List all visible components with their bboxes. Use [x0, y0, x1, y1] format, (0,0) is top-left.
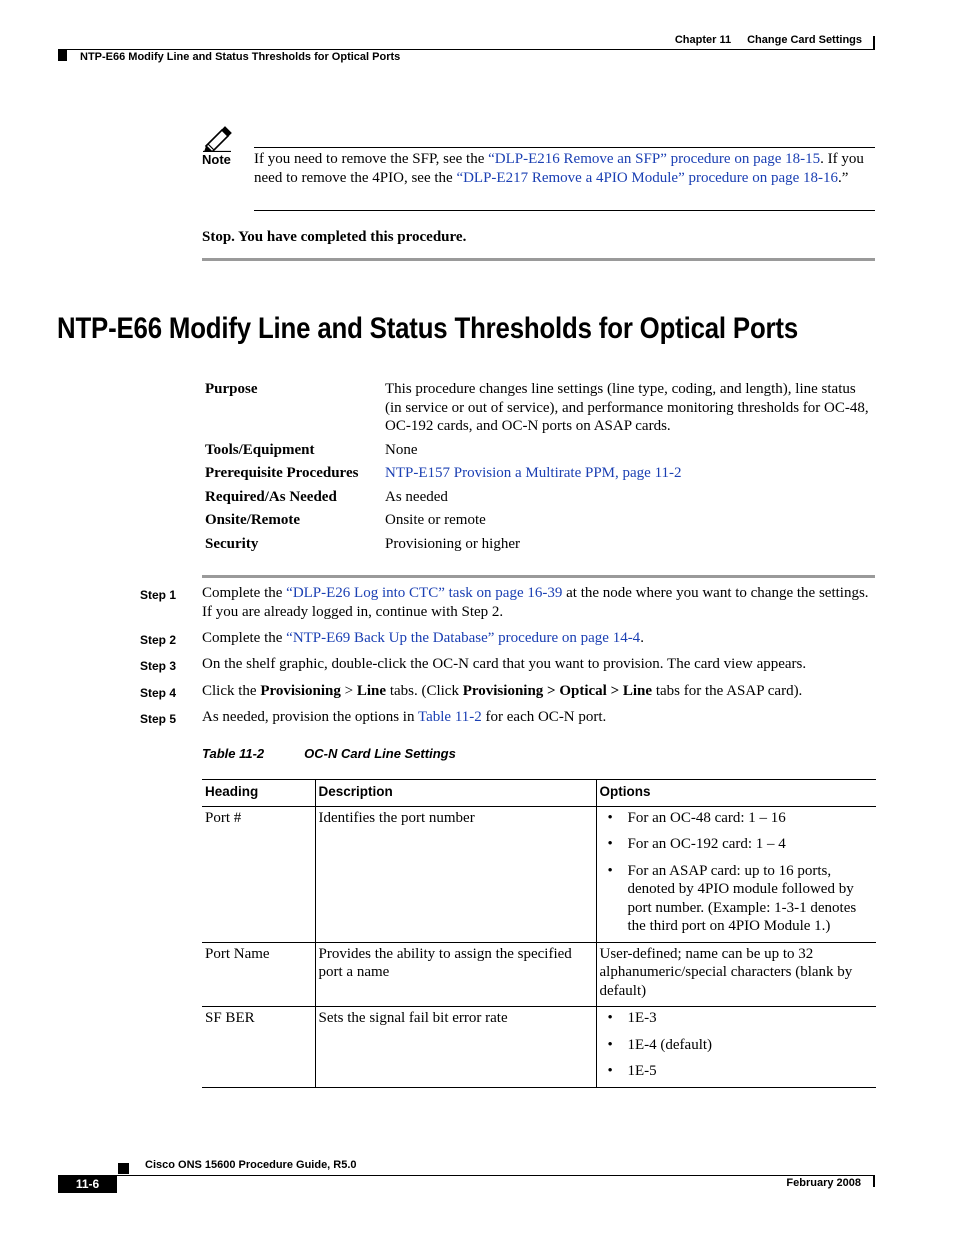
step-text	[202, 629, 875, 650]
step-1	[140, 584, 875, 621]
info-key: Required/As Needed	[205, 488, 337, 505]
step-text	[202, 708, 875, 729]
step-text-part: .	[640, 630, 644, 646]
page-title: NTP-E66 Modify Line and Status Thresholds for Optical Ports	[57, 312, 799, 345]
link-dlp-e217[interactable]: “DLP-E217 Remove a 4PIO Module” procedure on page 18-16	[456, 169, 838, 186]
steps-divider	[202, 575, 875, 578]
step-text-part: Complete the	[202, 630, 287, 646]
info-key: Tools/Equipment	[205, 441, 315, 458]
info-row-prerequisite	[205, 464, 875, 483]
footer-rule	[58, 1175, 875, 1176]
procedure-info-table	[205, 380, 875, 558]
step-text	[202, 584, 875, 621]
option-item: • For an ASAP card: up to 16 ports, denoted by 4PIO module followed by port number. (Example: 1-3-1 denotes the third port on 4PIO Module 1.)	[600, 862, 874, 936]
table-header-row	[202, 780, 876, 807]
link-table-11-2[interactable]: Table 11-2	[417, 709, 482, 725]
step-text-part: for each OC-N port.	[481, 709, 607, 725]
step-text-part: >	[340, 683, 357, 699]
step-text: On the shelf graphic, double-click the OC-N card that you want to provision. The card view appears.	[202, 656, 807, 672]
info-value: This procedure changes line settings (line type, coding, and length), line status (in service or out of service), and performance monitoring thresholds for OC-48, OC-192 cards, and OC-N ports on ASAP cards.	[385, 381, 869, 434]
step-text	[202, 682, 875, 703]
info-value: None	[385, 441, 418, 458]
footer-bar	[873, 1175, 875, 1187]
note-rule-top	[254, 147, 875, 148]
footer-guide-title: Cisco ONS 15600 Procedure Guide, R5.0	[145, 1159, 357, 1171]
note-text-part: . If you need to remove the 4PIO, see the	[254, 151, 864, 186]
step-text-part: Click the	[202, 683, 261, 699]
chapter-number: Chapter 11	[674, 34, 732, 46]
info-value: As needed	[385, 488, 448, 505]
section-divider	[202, 258, 875, 261]
cell-options	[596, 1007, 876, 1088]
step-text-part: at the node where you want to change the settings. If you are already logged in, continue with Step 2.	[202, 585, 869, 620]
step-text-part: tabs. (Click	[386, 683, 463, 699]
footer-date: February 2008	[786, 1177, 861, 1189]
cell-heading: Port #	[202, 806, 315, 942]
link-ntp-e69[interactable]: “NTP-E69 Back Up the Database” procedure on page 14-4	[286, 630, 641, 646]
option-item: • For an OC-48 card: 1 – 16	[600, 809, 874, 828]
cell-options	[596, 806, 876, 942]
table-row	[202, 1007, 876, 1088]
header-marker	[58, 50, 67, 61]
note-label: Note	[202, 152, 231, 167]
page-number: 11-6	[58, 1175, 117, 1193]
cell-options: User-defined; name can be up to 32 alphanumeric/special characters (blank by default)	[596, 942, 876, 1007]
step-label: Step 3	[140, 659, 177, 673]
pencil-icon	[202, 124, 232, 152]
option-item: • 1E-5	[600, 1062, 874, 1081]
ui-term-provisioning-optical-line: Provisioning > Optical > Line	[462, 683, 653, 699]
column-header: Description	[315, 780, 596, 807]
step-label: Step 1	[140, 588, 177, 602]
info-row-tools	[205, 441, 875, 460]
header-bar	[873, 36, 875, 50]
column-header: Heading	[202, 780, 315, 807]
link-ntp-e157[interactable]: NTP-E157 Provision a Multirate PPM, page 11-2	[385, 465, 682, 481]
info-value: Provisioning or higher	[385, 535, 520, 552]
running-header-chapter	[659, 34, 862, 46]
table-number: Table 11-2	[202, 746, 265, 761]
cell-description: Identifies the port number	[315, 806, 596, 942]
step-5	[140, 708, 875, 729]
table-row	[202, 806, 876, 942]
link-dlp-e26[interactable]: “DLP-E26 Log into CTC” task on page 16-39	[286, 585, 563, 601]
note-text-part: .”	[838, 169, 849, 186]
running-header-section: NTP-E66 Modify Line and Status Thresholds for Optical Ports	[80, 51, 401, 63]
step-3	[140, 655, 875, 676]
step-label: Step 4	[140, 686, 177, 700]
table-title: OC-N Card Line Settings	[304, 746, 456, 761]
step-label: Step 2	[140, 633, 177, 647]
footer-marker	[118, 1163, 129, 1174]
info-key: Purpose	[205, 381, 258, 397]
table-row	[202, 942, 876, 1007]
stop-text: Stop. You have completed this procedure.	[202, 229, 467, 245]
column-header: Options	[596, 780, 876, 807]
cell-description: Provides the ability to assign the specified port a name	[315, 942, 596, 1007]
options-list	[600, 809, 874, 936]
info-row-purpose	[205, 380, 875, 436]
info-row-onsite	[205, 511, 875, 530]
cell-heading: Port Name	[202, 942, 315, 1007]
cell-heading: SF BER	[202, 1007, 315, 1088]
step-2	[140, 629, 875, 650]
info-row-security	[205, 535, 875, 554]
note-text	[254, 150, 876, 187]
info-key: Onsite/Remote	[205, 512, 300, 528]
oc-n-line-settings-table	[202, 779, 876, 1088]
option-item: • For an OC-192 card: 1 – 4	[600, 835, 874, 854]
note-text-part: If you need to remove the SFP, see the	[254, 151, 489, 167]
chapter-title: Change Card Settings	[747, 34, 862, 46]
option-item: • 1E-3	[600, 1009, 874, 1028]
cell-description: Sets the signal fail bit error rate	[315, 1007, 596, 1088]
ui-term-line: Line	[356, 683, 387, 699]
header-rule	[58, 49, 875, 50]
info-value: Onsite or remote	[385, 512, 486, 528]
info-key: Security	[205, 535, 259, 552]
step-text-part: Complete the	[202, 585, 287, 601]
step-label: Step 5	[140, 712, 177, 726]
info-key: Prerequisite Procedures	[205, 465, 359, 481]
step-4	[140, 682, 875, 703]
ui-term-provisioning: Provisioning	[260, 683, 341, 699]
step-text-part: tabs for the ASAP card).	[652, 683, 803, 699]
step-text-part: As needed, provision the options in	[202, 709, 418, 725]
table-caption	[202, 746, 456, 761]
info-row-required	[205, 488, 875, 507]
note-rule-bottom	[254, 210, 875, 211]
link-dlp-e216[interactable]: “DLP-E216 Remove an SFP” procedure on page 18-15	[488, 151, 821, 167]
options-list	[600, 1009, 874, 1081]
option-item: • 1E-4 (default)	[600, 1036, 874, 1055]
